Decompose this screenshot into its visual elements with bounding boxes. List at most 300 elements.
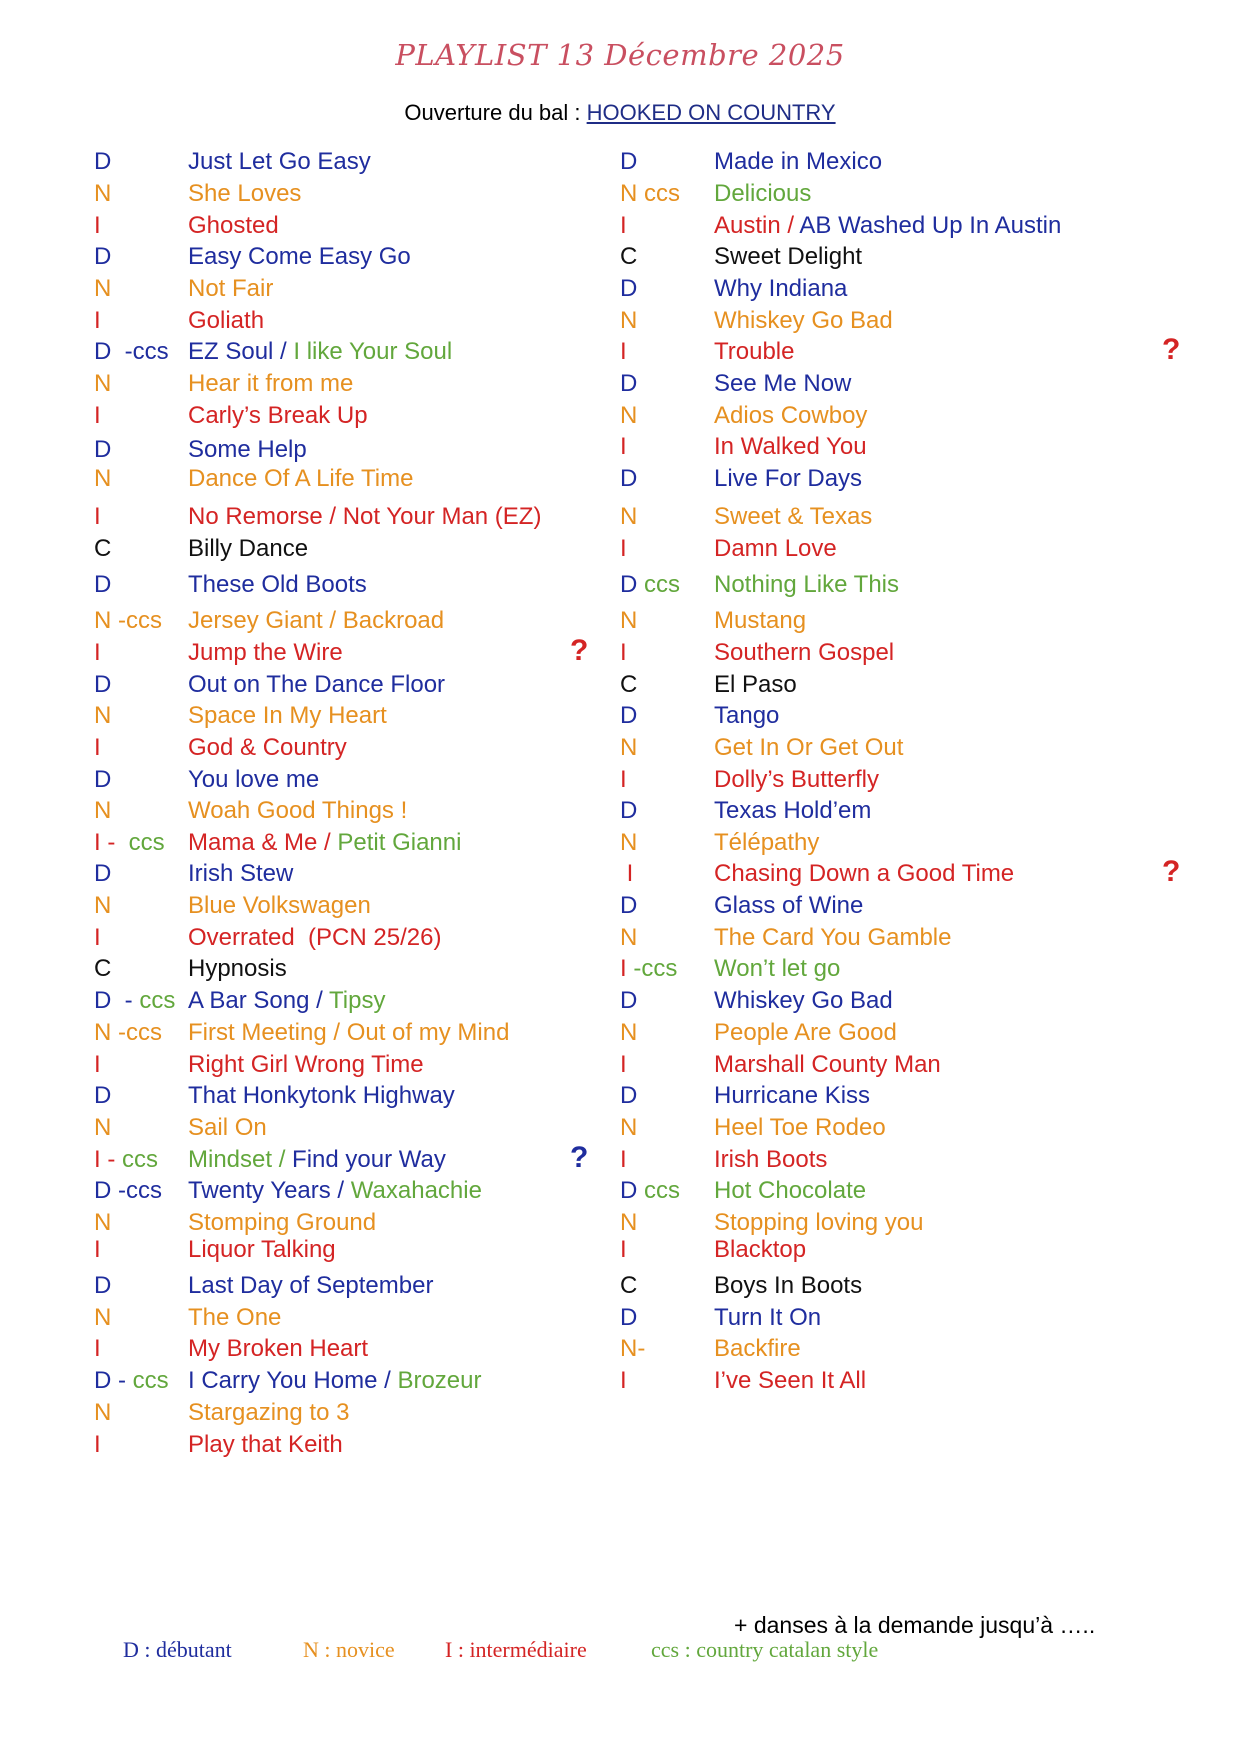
level-segment: -ccs [124, 338, 169, 365]
title-segment: Find your Way [292, 1146, 446, 1173]
title-segment: God & Country [188, 734, 347, 761]
level-segment: I [620, 766, 627, 793]
dance-level [620, 1176, 680, 1206]
dance-title [714, 606, 806, 636]
title-segment: Made in Mexico [714, 148, 883, 175]
dance-level [94, 306, 101, 336]
dance-title [714, 211, 1061, 241]
level-segment: N [94, 370, 112, 397]
title-segment: Backfire [714, 1335, 801, 1362]
level-segment: N [620, 503, 638, 530]
level-segment: D [620, 987, 638, 1014]
dance-level [94, 1303, 111, 1333]
dance-title [188, 1334, 368, 1364]
legend-item: D : débutant [123, 1637, 232, 1662]
dance-level [94, 502, 101, 532]
dance-title [714, 1113, 886, 1143]
level-segment: I [94, 734, 101, 761]
dance-level [620, 337, 627, 367]
dance-title [188, 369, 353, 399]
dance-level [94, 1208, 111, 1238]
legend-item: I : intermédiaire [445, 1637, 587, 1662]
level-segment: N- [620, 1335, 646, 1362]
title-segment: Texas Hold’em [714, 797, 872, 824]
level-segment: I [94, 1335, 101, 1362]
title-segment: I Carry You Home / [188, 1367, 398, 1394]
dance-level [94, 670, 111, 700]
level-segment: I [94, 639, 101, 666]
level-segment: D [94, 148, 112, 175]
title-segment: Jersey Giant / Backroad [188, 607, 445, 634]
title-segment: Damn Love [714, 535, 837, 562]
level-segment: I [620, 1146, 627, 1173]
dance-level [94, 891, 111, 921]
legend-item: N : novice [303, 1637, 395, 1662]
level-segment: D [94, 1272, 112, 1299]
level-segment: D [94, 571, 112, 598]
dance-level [620, 401, 637, 431]
dance-level [94, 1366, 169, 1396]
dance-level [94, 1081, 111, 1111]
dance-title [714, 923, 951, 953]
level-segment: I [94, 402, 101, 429]
dance-title [714, 1208, 923, 1238]
level-segment: I [620, 1051, 627, 1078]
level-segment: D - [94, 987, 140, 1014]
title-segment: Sweet Delight [714, 243, 863, 270]
dance-title [714, 796, 871, 826]
question-mark-icon: ? [1162, 333, 1181, 366]
dance-level [94, 954, 111, 984]
dance-title [714, 534, 837, 564]
dance-title [188, 1271, 433, 1301]
dance-title [714, 464, 862, 494]
dance-level [94, 1018, 162, 1048]
dance-title [188, 534, 308, 564]
dance-title [188, 1366, 481, 1396]
level-segment: N [94, 892, 112, 919]
level-segment: D [94, 766, 112, 793]
dance-level [620, 986, 637, 1016]
level-segment: D [620, 370, 638, 397]
level-segment: I [620, 860, 634, 887]
level-segment: N [94, 465, 112, 492]
title-segment: People Are Good [714, 1019, 897, 1046]
level-segment: D [94, 860, 112, 887]
title-segment: Hypnosis [188, 955, 287, 982]
level-segment: D [94, 436, 112, 463]
level-segment: ccs [132, 1367, 169, 1394]
level-segment: I [620, 212, 627, 239]
level-segment: N -ccs [94, 1019, 162, 1046]
dance-title [714, 1018, 897, 1048]
dance-level [94, 435, 111, 465]
title-segment: Mindset / [188, 1146, 293, 1173]
dance-title [188, 1081, 455, 1111]
dance-title [714, 701, 779, 731]
dance-title [714, 337, 794, 367]
level-segment: N [620, 924, 638, 951]
dance-level [620, 179, 680, 209]
title-segment: Dance Of A Life Time [188, 465, 414, 492]
dance-title [188, 923, 441, 953]
title-segment: Whiskey Go Bad [714, 307, 893, 334]
dance-level [94, 570, 111, 600]
dance-level [620, 733, 637, 763]
title-segment: Glass of Wine [714, 892, 864, 919]
title-segment: Chasing Down a Good Time [714, 860, 1015, 887]
dance-title [714, 859, 1014, 889]
dance-level [620, 274, 637, 304]
level-segment: I [620, 955, 634, 982]
level-segment: N ccs [620, 180, 680, 207]
level-segment: D - [94, 1367, 133, 1394]
level-segment: D [94, 243, 112, 270]
level-segment: I [620, 1236, 627, 1263]
level-segment: D [94, 1082, 112, 1109]
level-segment: I [620, 639, 627, 666]
title-segment: Live For Days [714, 465, 863, 492]
dance-level [620, 369, 637, 399]
dance-level [94, 179, 111, 209]
dance-level [620, 1113, 637, 1143]
title-segment: Out on The Dance Floor [188, 671, 446, 698]
dance-level [94, 986, 175, 1016]
dance-level [620, 1366, 627, 1396]
level-segment: I [620, 1367, 627, 1394]
dance-level [94, 765, 111, 795]
level-segment: D [620, 1082, 638, 1109]
question-mark-icon: ? [570, 1141, 589, 1174]
title-segment: Liquor Talking [188, 1236, 336, 1263]
level-segment: ccs [128, 829, 165, 856]
title-segment: My Broken Heart [188, 1335, 369, 1362]
dance-title [188, 1398, 349, 1428]
level-segment: N [620, 1019, 638, 1046]
title-segment: Télépathy [714, 829, 820, 856]
level-segment: ccs [644, 571, 680, 598]
dance-title [714, 432, 867, 462]
title-segment: Petit Gianni [337, 829, 462, 856]
dance-title [188, 606, 444, 636]
dance-level [620, 464, 637, 494]
title-segment: A Bar Song / [188, 987, 329, 1014]
dance-title [188, 337, 452, 367]
dance-level [620, 242, 637, 272]
legend-item: ccs : country catalan style [651, 1637, 879, 1662]
title-segment: AB Washed Up In Austin [799, 212, 1062, 239]
level-segment: D [620, 148, 638, 175]
dance-level [620, 1018, 637, 1048]
level-segment: D [620, 465, 638, 492]
dance-title [188, 179, 301, 209]
dance-title [714, 670, 797, 700]
dance-level [94, 211, 101, 241]
level-segment: I [620, 535, 627, 562]
title-segment: Blacktop [714, 1236, 807, 1263]
dance-level [620, 432, 627, 462]
title-segment: She Loves [188, 180, 302, 207]
level-segment: I - [94, 829, 129, 856]
title-segment: Carly’s Break Up [188, 402, 368, 429]
dance-level [620, 147, 637, 177]
dance-level [94, 701, 111, 731]
dance-title [188, 701, 387, 731]
question-mark-icon: ? [1162, 855, 1181, 888]
title-segment: Not Fair [188, 275, 274, 302]
title-segment: El Paso [714, 671, 797, 698]
title-segment: First Meeting / Out of my Mind [188, 1019, 510, 1046]
dance-title [188, 1145, 446, 1175]
dance-level [94, 1176, 162, 1206]
title-segment: Irish Stew [188, 860, 294, 887]
title-segment: Waxahachie [350, 1177, 482, 1204]
title-segment: I like Your Soul [293, 338, 453, 365]
title-segment: Last Day of September [188, 1272, 434, 1299]
dance-level [94, 274, 111, 304]
title-segment: Overrated (PCN 25/26) [188, 924, 442, 951]
dance-level [620, 306, 637, 336]
dance-title [714, 1176, 866, 1206]
dance-title [188, 306, 264, 336]
dance-level [94, 606, 162, 636]
dance-level [94, 337, 169, 367]
dance-level [94, 1050, 101, 1080]
level-segment: I [620, 433, 627, 460]
dance-title [188, 859, 293, 889]
dance-title [188, 502, 541, 532]
title-segment: In Walked You [714, 433, 867, 460]
title-segment: Stargazing to 3 [188, 1399, 350, 1426]
level-segment: D [620, 892, 638, 919]
level-segment: N [620, 307, 638, 334]
dance-title [188, 1303, 281, 1333]
dance-level [94, 828, 165, 858]
level-segment: I [620, 338, 627, 365]
level-segment: ccs [122, 1146, 158, 1173]
title-segment: Won’t let go [714, 955, 841, 982]
dance-level [620, 828, 637, 858]
title-segment: Goliath [188, 307, 265, 334]
dance-level [620, 534, 627, 564]
level-segment: C [620, 243, 638, 270]
level-segment: ccs [139, 987, 176, 1014]
level-segment: N -ccs [94, 607, 162, 634]
dance-level [94, 1271, 111, 1301]
dance-title [188, 274, 273, 304]
dance-level [620, 570, 680, 600]
dance-level [94, 242, 111, 272]
level-segment: N [620, 607, 638, 634]
dance-level [94, 1430, 101, 1460]
dance-level [620, 670, 637, 700]
dance-level [94, 1145, 158, 1175]
level-segment: I [94, 1236, 101, 1263]
dance-level [94, 638, 101, 668]
level-segment: N [620, 1114, 638, 1141]
level-segment: I [94, 212, 101, 239]
dance-level [94, 1398, 111, 1428]
title-segment: The Card You Gamble [714, 924, 952, 951]
dance-level [94, 369, 111, 399]
dance-title [714, 179, 811, 209]
dance-level [620, 1334, 645, 1364]
dance-level [620, 606, 637, 636]
title-segment: Dolly’s Butterfly [714, 766, 879, 793]
dance-level [94, 464, 111, 494]
title-segment: Stomping Ground [188, 1209, 377, 1236]
dance-title [714, 733, 903, 763]
title-segment: Easy Come Easy Go [188, 243, 411, 270]
dance-title [188, 986, 385, 1016]
dance-title [188, 1208, 376, 1238]
dance-title [188, 435, 307, 465]
title-segment: Some Help [188, 436, 307, 463]
dance-title [714, 369, 851, 399]
level-segment: D [620, 275, 638, 302]
dance-level [94, 1113, 111, 1143]
dance-title [714, 986, 893, 1016]
level-segment: I [94, 1431, 101, 1458]
dance-title [188, 211, 279, 241]
dance-title [714, 570, 899, 600]
dance-title [188, 1235, 336, 1265]
dance-title [188, 954, 287, 984]
level-segment: I [94, 1051, 101, 1078]
title-segment: Tipsy [329, 987, 386, 1014]
title-segment: Woah Good Things ! [188, 797, 408, 824]
title-segment: EZ Soul / [188, 338, 294, 365]
title-segment: Right Girl Wrong Time [188, 1051, 424, 1078]
dance-level [620, 1235, 627, 1265]
title-segment: Sail On [188, 1114, 267, 1141]
level-segment: ccs [644, 1177, 680, 1204]
title-segment: Play that Keith [188, 1431, 343, 1458]
dance-level [94, 733, 101, 763]
level-segment: N [94, 1114, 112, 1141]
title-segment: Sweet & Texas [714, 503, 873, 530]
level-segment: N [94, 797, 112, 824]
title-segment: Just Let Go Easy [188, 148, 371, 175]
level-segment: C [620, 1272, 638, 1299]
dance-level [94, 1235, 101, 1265]
title-segment: Hot Chocolate [714, 1177, 867, 1204]
request-dances-note: + danses à la demande jusqu’à ….. [734, 1612, 1096, 1638]
dance-level [620, 701, 637, 731]
dance-title [188, 891, 371, 921]
dance-level [620, 1303, 637, 1333]
title-segment: Whiskey Go Bad [714, 987, 893, 1014]
level-segment: C [94, 535, 112, 562]
title-segment: No Remorse / Not Your Man (EZ) [188, 503, 542, 530]
dance-title [188, 242, 411, 272]
level-segment: N [94, 1304, 112, 1331]
title-segment: Hear it from me [188, 370, 354, 397]
title-segment: Irish Boots [714, 1146, 828, 1173]
title-segment: See Me Now [714, 370, 852, 397]
level-segment: -ccs [633, 955, 678, 982]
opening-label: Ouverture du bal : [404, 100, 587, 125]
title-segment: Blue Volkswagen [188, 892, 371, 919]
dance-title [188, 147, 371, 177]
dance-level [94, 401, 101, 431]
dance-title [188, 670, 445, 700]
level-segment: C [94, 955, 112, 982]
dance-title [188, 1018, 509, 1048]
dance-title [714, 638, 894, 668]
title-segment: Delicious [714, 180, 812, 207]
title-segment: Get In Or Get Out [714, 734, 904, 761]
dance-title [188, 1430, 343, 1460]
dance-title [714, 502, 872, 532]
dance-title [188, 401, 368, 431]
dance-title [188, 638, 343, 668]
title-segment: Trouble [714, 338, 795, 365]
level-segment: N [620, 734, 638, 761]
dance-title [188, 828, 461, 858]
level-segment: D [94, 671, 112, 698]
level-segment: N [620, 402, 638, 429]
dance-level [620, 1271, 637, 1301]
title-segment: Twenty Years / [188, 1177, 351, 1204]
level-segment: N [94, 702, 112, 729]
title-segment: Austin / [714, 212, 800, 239]
level-segment: D [620, 702, 638, 729]
title-segment: Heel Toe Rodeo [714, 1114, 886, 1141]
title-segment: Hurricane Kiss [714, 1082, 871, 1109]
title-segment: Nothing Like This [714, 571, 899, 598]
dance-title [714, 954, 840, 984]
dance-level [620, 891, 637, 921]
dance-level [94, 1334, 101, 1364]
title-segment: That Honkytonk Highway [188, 1082, 455, 1109]
dance-level [620, 1145, 627, 1175]
dance-level [620, 923, 637, 953]
dance-level [620, 1208, 637, 1238]
dance-level [94, 796, 111, 826]
dance-title [188, 796, 407, 826]
title-segment: Mama & Me / [188, 829, 338, 856]
dance-title [714, 828, 819, 858]
dance-level [620, 638, 627, 668]
level-segment: N [94, 180, 112, 207]
level-segment: N [94, 275, 112, 302]
dance-level [620, 954, 677, 984]
dance-title [714, 147, 882, 177]
title-segment: Adios Cowboy [714, 402, 868, 429]
level-segment: D [94, 338, 125, 365]
dance-level [94, 923, 101, 953]
title-segment: Southern Gospel [714, 639, 895, 666]
title-segment: Jump the Wire [188, 639, 343, 666]
level-segment: D [620, 1304, 638, 1331]
dance-title [714, 1145, 827, 1175]
dance-title [714, 1303, 821, 1333]
dance-title [714, 765, 879, 795]
title-segment: Marshall County Man [714, 1051, 941, 1078]
title-segment: Brozeur [397, 1367, 482, 1394]
level-segment: N [620, 1209, 638, 1236]
dance-title [188, 1050, 424, 1080]
dance-title [714, 306, 893, 336]
title-segment: These Old Boots [188, 571, 367, 598]
title-segment: You love me [188, 766, 320, 793]
opening-dance [0, 100, 1240, 126]
dance-level [620, 765, 627, 795]
dance-title [188, 1176, 482, 1206]
level-segment: N [620, 829, 638, 856]
title-segment: Space In My Heart [188, 702, 387, 729]
